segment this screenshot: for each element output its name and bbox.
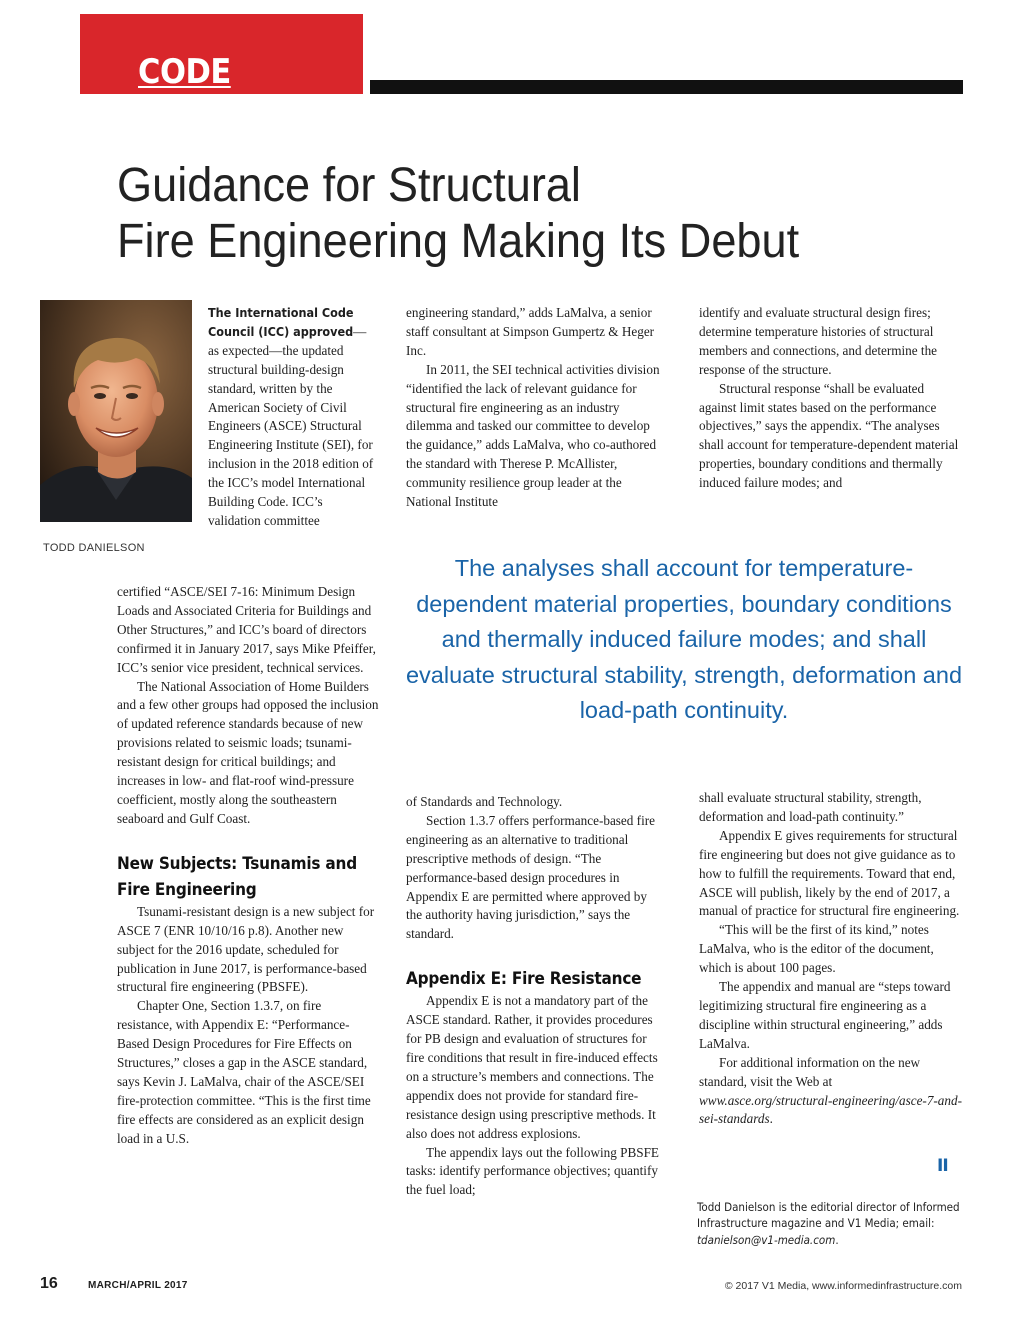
page-number: 16 — [40, 1275, 58, 1292]
paragraph: The National Association of Home Builders and a few other groups had opposed the inclusion of updated reference standards because of new provisions related to seismic loads; tsunami-resistant design for critical buildings; and increases in low- and flat-roof wind-pressure coefficient, mostly along the southeastern seaboard and Gulf Coast. — [117, 678, 379, 826]
author-email-link[interactable]: tdanielson@v1-media.com — [697, 1232, 836, 1247]
headline-line-1: Guidance for Structural — [117, 159, 581, 212]
author-bio — [697, 1199, 965, 1248]
end-mark: II — [937, 1156, 948, 1176]
paragraph: Section 1.3.7 offers performance-based fire engineering as an alternative to traditional prescriptive methods of design. “The performance-based design procedures in Appendix E are permitted where approved by the authority having jurisdiction,” says the standard. — [406, 812, 655, 942]
headline — [117, 158, 925, 270]
paragraph: shall evaluate structural stability, strength, deformation and load-path continuity.” — [699, 790, 922, 824]
paragraph: certified “ASCE/SEI 7-16: Minimum Design Loads and Associated Criteria for Buildings and Other Structures,” and ICC’s board of directors confirmed it in January 2017, says Mike Pfeiffer, ICC’s senior vice president, technical services. — [117, 584, 376, 675]
web-info-text: For additional information on the new standard, visit the Web at — [699, 1054, 921, 1089]
issue-date: MARCH/APRIL 2017 — [88, 1280, 188, 1291]
subhead-new-subjects: New Subjects: Tsunamis and Fire Engineering — [117, 853, 357, 900]
column-3-top — [699, 304, 963, 493]
paragraph: In 2011, the SEI technical activities division “identified the lack of relevant guidance for structural fire engineering as an industry dilemma and tasked our committee to develop the guidance,” adds LaMalva, who co-authored the standard with Therese P. McAllister, community resilience group leader at the National Institute — [406, 361, 660, 510]
paragraph: Structural response “shall be evaluated against limit states based on the performance objectives,” says the appendix. “The analyses shall account for temperature-dependent material properties, boundary conditions and thermally induced failure modes; and — [699, 380, 959, 491]
pull-quote: The analyses shall account for temperature-dependent material properties, boundary conditions and thermally induced failure modes; and shall evaluate structural stability, strength, deformation and load-path continuity. — [405, 555, 963, 724]
author-photo — [40, 300, 192, 522]
paragraph: of Standards and Technology. — [406, 794, 563, 809]
paragraph: Appendix E is not a mandatory part of the ASCE standard. Rather, it provides procedures for PB design and evaluation of structures for fire conditions that result in fire-induced effects on a structure’s members and connections. The appendix does not provide for standard fire-resistance design using prescriptive methods. It also does not address explosions. — [406, 993, 658, 1141]
paragraph: “This will be the first of its kind,” notes LaMalva, who is the editor of the document, which is about 100 pages. — [699, 922, 934, 976]
paragraph: Tsunami-resistant design is a new subject for ASCE 7 (ENR 10/10/16 p.8). Another new subject for the 2016 update, scheduled for publication in June 2017, is performance-based structural fire engineering (PBSFE). — [117, 903, 375, 995]
paragraph: The appendix lays out the following PBSFE tasks: identify performance objectives; quantify the fuel load; — [406, 1144, 659, 1198]
author-portrait-image — [40, 300, 192, 522]
paragraph — [699, 1054, 963, 1130]
standards-link[interactable]: www.asce.org/structural-engineering/asce-7-and-sei-standards — [699, 1092, 962, 1127]
photo-caption: TODD DANIELSON — [43, 542, 145, 554]
column-1-top — [208, 304, 378, 531]
column-2-bottom — [406, 793, 664, 1200]
lead-in: The International Code Council (ICC) approved — [208, 305, 354, 339]
paragraph: The appendix and manual are “steps toward legitimizing structural fire engineering as a discipline within structural engineering,” adds LaMalva. — [699, 979, 951, 1051]
paragraph: Chapter One, Section 1.3.7, on fire resistance, with Appendix E: “Performance-Based Design Procedures for Fire Effects on Structures,” closes a gap in the ASCE standard, says Kevin J. LaMalva, chair of the ASCE/SEI fire-protection committee. “This is the first time fire effects are considered as an explicit design load in a U.S. — [117, 998, 371, 1146]
paragraph: engineering standard,” adds LaMalva, a senior staff consultant at Simpson Gumpertz & Heger Inc. — [406, 305, 655, 358]
author-bio-text: Todd Danielson is the editorial director of Informed Infrastructure magazine and V1 Media; email: — [697, 1200, 960, 1231]
column-3-bottom — [699, 789, 963, 1129]
author-bio-suffix: . — [835, 1232, 839, 1247]
column-2-top — [406, 304, 660, 512]
intro-paragraph — [208, 304, 378, 531]
intro-text: — as expected—the updated structural building-design standard, written by the American Society of Civil Engineers (ASCE) Structural Engineering Institute (SEI), for inclusion in the 2018 edition of the ICC’s model International Building Code. ICC’s validation committee — [208, 323, 374, 528]
header-rule — [370, 80, 963, 94]
section-tag — [80, 14, 363, 128]
paragraph: identify and evaluate structural design fires; determine temperature histories of structural members and connections, and determine the response of the structure. — [699, 305, 938, 377]
paragraph: Appendix E gives requirements for structural fire engineering but does not give guidance as to how to fulfill the requirements. Toward that end, ASCE will publish, likely by the end of 2017, a manual of practice for structural fire engineering. — [699, 827, 960, 919]
section-tag-label: CODE UPDATE — [138, 52, 271, 128]
headline-line-2: Fire Engineering Making Its Debut — [117, 215, 800, 268]
copyright: © 2017 V1 Media, www.informedinfrastructure.com — [724, 1280, 962, 1292]
subhead-appendix-e: Appendix E: Fire Resistance — [406, 969, 642, 990]
column-1-bottom — [117, 583, 379, 1149]
web-info-suffix: . — [769, 1111, 773, 1127]
